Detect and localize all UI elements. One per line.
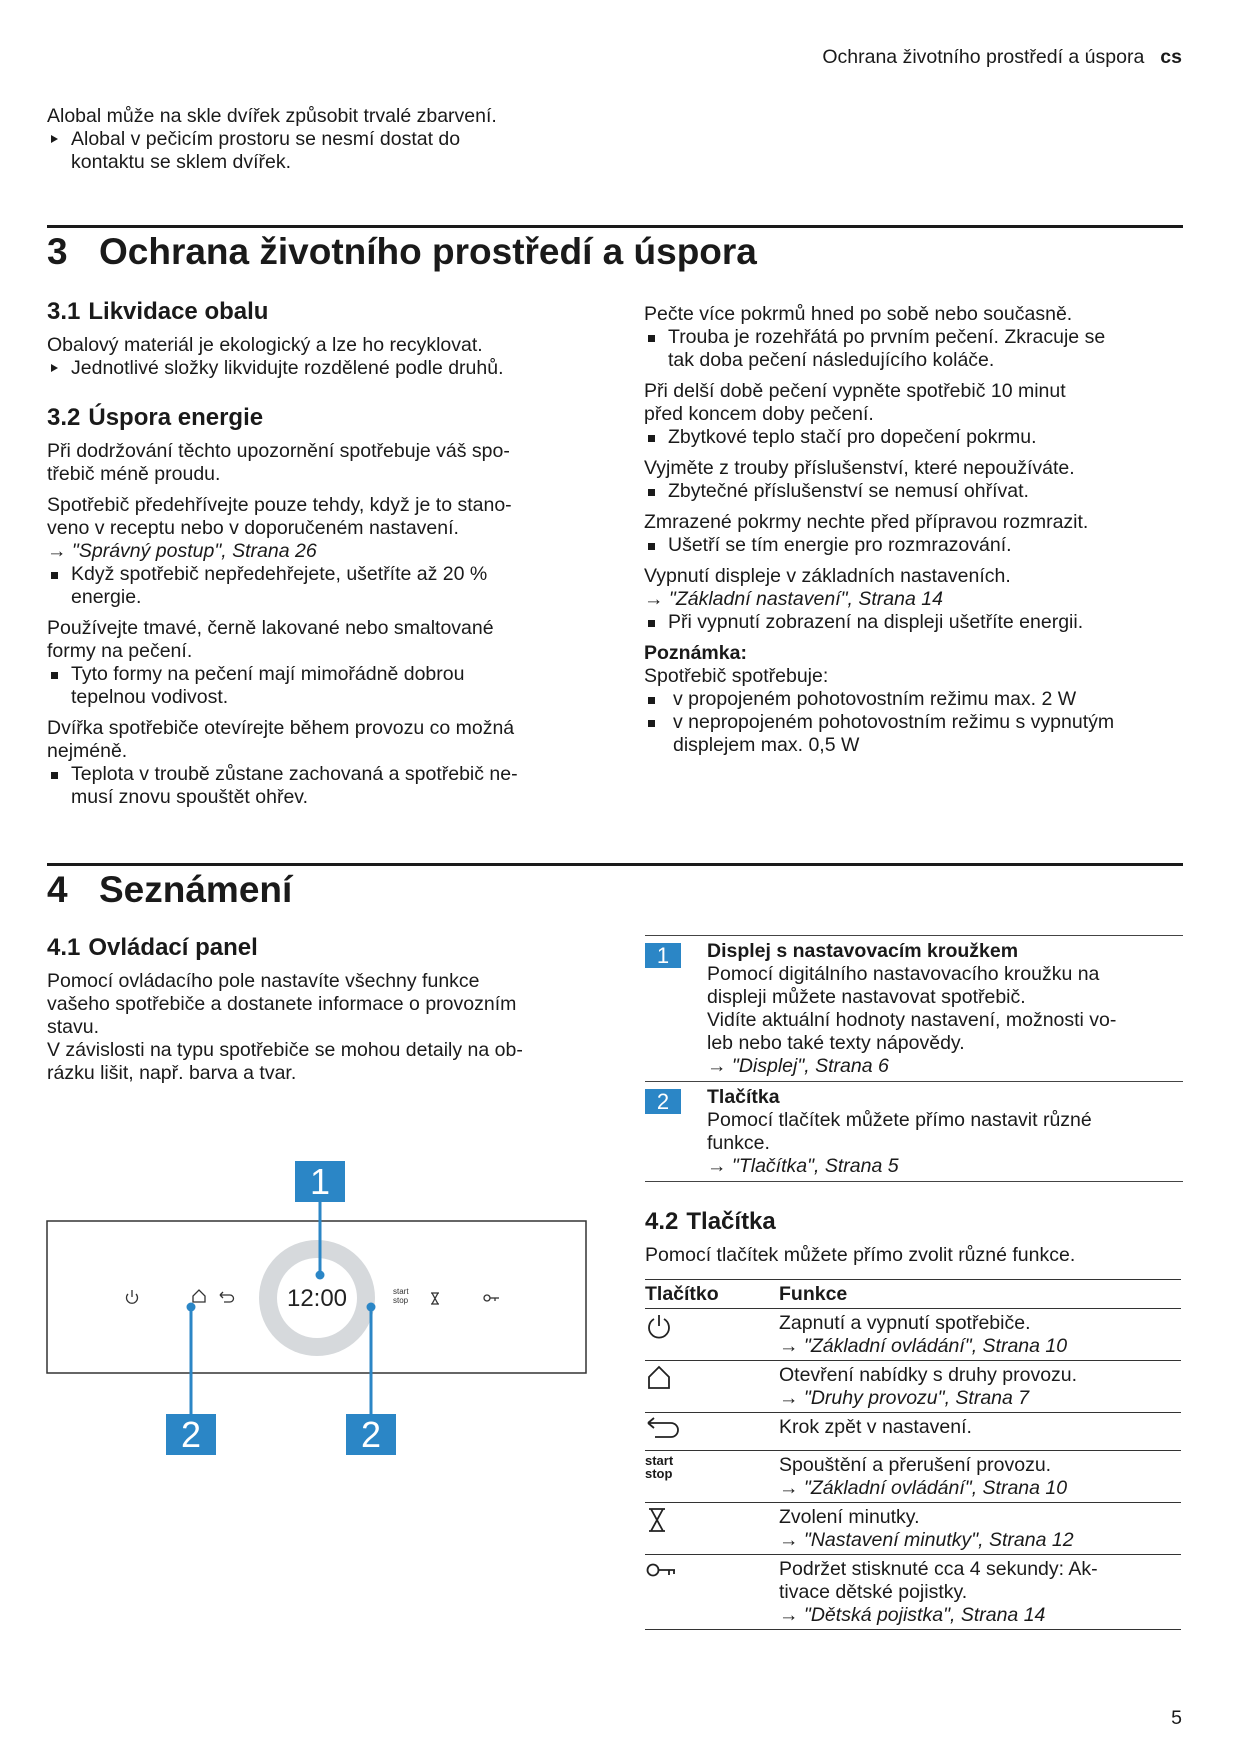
note-bullet-2: v nepropojeném pohotovostním režimu s vypnutým displejem max. 0,5 W [644,711,1184,757]
col-header-button: Tlačítko [645,1280,779,1309]
panel-key-icon [484,1295,499,1301]
intro-bullet: Alobal v pečicím prostoru se nesmí dostat do kontaktu se sklem dvířek. [47,128,607,174]
right-p2-bullet: Zbytkové teplo stačí pro dopečení pokrmu. [644,426,1184,449]
heading-4-1: 4.1 Ovládací panel [47,934,258,961]
buttons-table [645,1279,1181,1630]
legend-badge: 2 [645,1089,681,1114]
ref-operating-modes[interactable]: → "Druhy provozu", Strana 7 [779,1387,1181,1410]
right-p2: Při delší době pečení vypněte spotřebič 10 minut před koncem doby pečení. [644,380,1066,425]
legend-badge: 1 [645,943,681,968]
bullet-3-1: Jednotlivé složky likvidujte rozdělené podle druhů. [47,357,587,380]
bullet-3-2-p2: Když spotřebič nepředehřejete, ušetříte až 20 % energie. [47,563,587,609]
callout-2-right-label: 2 [360,1414,382,1455]
text-4-1-p1: Pomocí ovládacího pole nastavíte všechny funkce vašeho spotřebiče a dostanete informace o provozním stavu. [47,970,517,1038]
text-4-1-p2: V závislosti na typu spotřebiče se mohou detaily na ob- rázku lišit, např. barva a tvar. [47,1039,523,1084]
section-rule-4 [47,863,1183,866]
right-p3-bullet: Zbytečné příslušenství se nemusí ohřívat. [644,480,1184,503]
right-p1: Pečte více pokrmů hned po sobě nebo současně. [644,303,1073,325]
legend-text: Pomocí tlačítek můžete přímo nastavit různé funkce. [707,1109,1092,1154]
section-4-title: 4 Seznámení [47,869,293,910]
text-3-2-p3: Používejte tmavé, černě lakované nebo smaltované formy na pečení. [47,617,494,662]
ref-buttons[interactable]: → "Tlačítka", Strana 5 [707,1155,1092,1178]
ref-child-lock[interactable]: → "Dětská pojistka", Strana 14 [779,1604,1181,1627]
table-row: start stop Spouštění a přerušení provozu. → "Základní ovládání", Strana 10 [645,1451,1181,1503]
table-row: Zapnutí a vypnutí spotřebiče. → "Základní ovládání", Strana 10 [645,1309,1181,1361]
panel-power-icon [127,1290,138,1303]
note-bullet-1: v propojeném pohotovostním režimu max. 2 W [644,688,1184,711]
legend-row [645,1082,1183,1182]
key-icon [645,1558,679,1582]
panel-timer-icon [431,1293,439,1304]
bullet-3-2-p3: Tyto formy na pečení mají mimořádně dobrou tepelnou vodivost. [47,663,587,709]
right-p4-bullet: Ušetří se tím energie pro rozmrazování. [644,534,1184,557]
bullet-3-2-p4: Teplota v troubě zůstane zachovaná a spotřebič ne- musí znovu spouštět ohřev. [47,763,587,809]
control-panel-illustration [40,1135,600,1465]
header-title: Ochrana životního prostředí a úspora [822,46,1145,68]
section-rule-3 [47,225,1183,228]
right-p5: Vypnutí displeje v základních nastaveních. [644,565,1011,587]
text-3-2-p4: Dvířka spotřebiče otevírejte během provozu co možná nejméně. [47,717,515,762]
table-row: Otevření nabídky s druhy provozu. → "Druhy provozu", Strana 7 [645,1361,1181,1413]
ref-timer-setting[interactable]: → "Nastavení minutky", Strana 12 [779,1529,1181,1552]
heading-3-2: 3.2 Úspora energie [47,404,264,431]
start-stop-icon: start stop [645,1453,674,1481]
timer-icon [645,1506,671,1534]
right-p3: Vyjměte z trouby příslušenství, které nepoužíváte. [644,457,1075,479]
panel-stop-label: stop [393,1296,409,1305]
section-4-1 [47,934,592,1085]
note-text: Spotřebič spotřebuje: [644,665,829,687]
legend-text: Pomocí digitálního nastavovacího kroužku na displeji můžete nastavovat spotřebič. Vidíte aktuální hodnoty nastavení, možnosti vo- leb nebo také texty nápovědy. [707,963,1117,1054]
section-4-2 [645,1208,1185,1630]
text-3-2-p2: Spotřebič předehřívejte pouze tehdy, když je to stano- veno v receptu nebo v doporučeném nastavení. [47,494,512,539]
text-4-2: Pomocí tlačítek můžete přímo zvolit různé funkce. [645,1244,1076,1266]
col-header-function: Funkce [779,1280,1181,1309]
heading-3-1: 3.1 Likvidace obalu [47,298,269,325]
ref-basic-operation[interactable]: → "Základní ovládání", Strana 10 [779,1477,1181,1500]
callout-1-label: 1 [309,1161,331,1202]
panel-start-label: start [393,1287,409,1296]
callout-2-left-label: 2 [180,1414,202,1455]
ref-basic-settings[interactable]: → "Základní nastavení", Strana 14 [644,588,1184,611]
right-p1-bullet: Trouba je rozehřátá po prvním pečení. Zkracuje se tak doba pečení následujícího koláče. [644,326,1184,372]
section-3-title: 3 Ochrana životního prostředí a úspora [47,231,757,272]
panel-legend [645,935,1183,1182]
header-lang: cs [1160,46,1182,68]
display-time: 12:00 [286,1285,348,1312]
page-number: 5 [1171,1707,1182,1729]
panel-home-icon [193,1290,205,1302]
text-3-2-p1: Při dodržování těchto upozornění spotřebuje váš spo- třebič méně proudu. [47,440,510,485]
legend-title: Displej s nastavovacím kroužkem [707,940,1019,962]
text-3-1: Obalový materiál je ekologický a lze ho recyklovat. [47,334,483,356]
panel-back-icon [220,1292,234,1302]
table-row: Krok zpět v nastavení. [645,1413,1181,1451]
right-p4: Zmrazené pokrmy nechte před přípravou rozmrazit. [644,511,1089,533]
running-header [822,46,1182,69]
intro-text: Alobal může na skle dvířek způsobit trvalé zbarvení. [47,105,497,127]
note-title: Poznámka: [644,642,747,664]
section-3-left [47,298,587,809]
ref-basic-operation[interactable]: → "Základní ovládání", Strana 10 [779,1335,1181,1358]
right-p5-bullet: Při vypnutí zobrazení na displeji ušetříte energii. [644,611,1184,634]
ref-correct-procedure[interactable]: → "Správný postup", Strana 26 [47,540,587,563]
ref-display[interactable]: → "Displej", Strana 6 [707,1055,1116,1078]
intro-block [47,105,607,174]
legend-row [645,936,1183,1082]
back-icon [645,1416,681,1442]
heading-4-2: 4.2 Tlačítka [645,1208,776,1235]
section-3-right [644,303,1184,757]
power-icon [645,1312,675,1340]
table-row: Zvolení minutky. → "Nastavení minutky", Strana 12 [645,1503,1181,1555]
home-icon [645,1364,675,1392]
legend-title: Tlačítka [707,1086,780,1108]
table-row: Podržet stisknuté cca 4 sekundy: Ak- tivace dětské pojistky. → "Dětská pojistka", Strana 14 [645,1555,1181,1630]
